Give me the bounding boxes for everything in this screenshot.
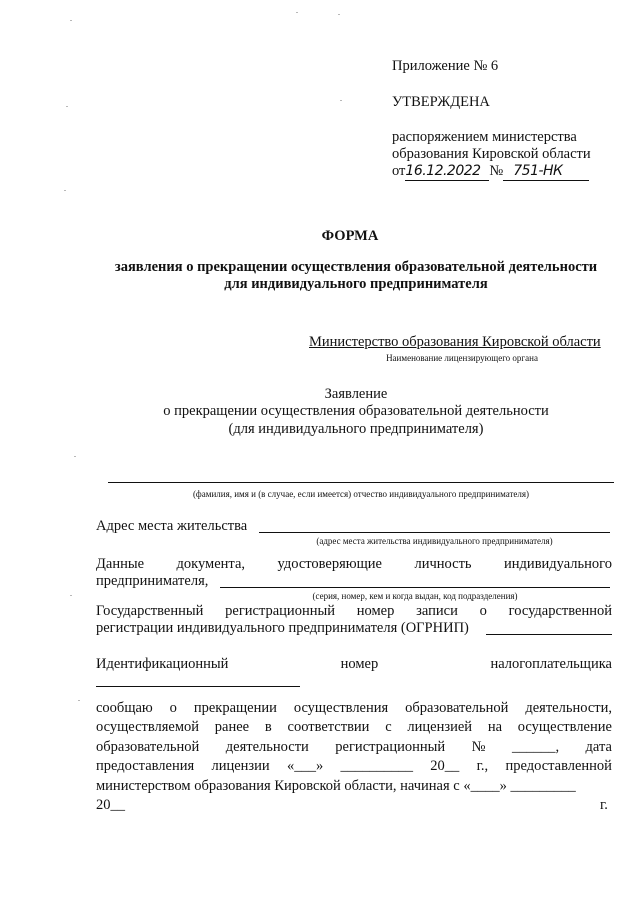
scan-artifact (78, 700, 80, 701)
word: на (487, 719, 503, 735)
word: образовательной (405, 700, 509, 716)
word: Данные (96, 556, 145, 572)
authority-caption: Наименование лицензирующего органа (386, 353, 538, 363)
order-date-handwritten: 16.12.2022 (405, 163, 489, 181)
word: записи (416, 603, 458, 619)
word: регистрационный (225, 603, 335, 619)
word: деятельности (225, 739, 309, 755)
application-subtitle-2: (для индивидуального предпринимателя) (228, 421, 484, 437)
scan-artifact (74, 456, 76, 457)
license-month-blank[interactable]: __________ (340, 758, 413, 774)
inn-input-line[interactable] (96, 686, 300, 687)
approved-label: УТВЕРЖДЕНА (392, 94, 490, 110)
form-subtitle-line-1: заявления о прекращении осуществления образовательной деятельности (114, 259, 598, 275)
word: государственной (508, 603, 612, 619)
body-line-1 (96, 700, 612, 717)
address-input-line[interactable] (259, 532, 610, 533)
word: номер (356, 603, 395, 619)
license-year-blank[interactable]: 20__ (430, 758, 460, 774)
address-caption: (адрес места жительства индивидуального предпринимателя) (316, 536, 553, 546)
start-year-blank[interactable]: 20__ (96, 797, 125, 813)
fio-caption: (фамилия, имя и (в случае, если имеется) отчество индивидуального предпринимателя) (192, 489, 530, 499)
word: дата (585, 739, 612, 755)
scan-artifact (70, 20, 72, 21)
word: осуществление (517, 719, 612, 735)
order-line-1: распоряжением министерства (392, 129, 577, 145)
word: осуществляемой (96, 719, 200, 735)
word: в (264, 719, 272, 735)
scan-artifact (70, 595, 72, 596)
inn-label (96, 656, 612, 673)
word: сообщаю (96, 700, 153, 716)
scan-artifact (340, 100, 342, 101)
word: о (479, 603, 487, 619)
address-label: Адрес места жительства (96, 518, 248, 534)
word: удостоверяющие (277, 556, 382, 572)
word: образовательной (96, 739, 200, 755)
order-number-prefix: № (489, 163, 504, 179)
word: Идентификационный (96, 656, 229, 672)
word: регистрационный (335, 739, 446, 755)
license-day-blank[interactable]: «___» (286, 758, 324, 774)
ogrnip-label-line-2: регистрации индивидуального предпринимателя (ОГРНИП) (96, 620, 469, 636)
word: ранее (214, 719, 250, 735)
order-line-2: образования Кировской области (392, 146, 591, 162)
order-date-prefix: от (392, 163, 406, 179)
body-line-5: министерством образования Кировской области, начиная с «____» _________ (96, 778, 576, 794)
scan-artifact (296, 12, 298, 13)
body-line-3 (96, 739, 612, 756)
word: предоставленной (505, 758, 612, 774)
document-label-line-1 (96, 556, 612, 573)
document-caption: (серия, номер, кем и когда выдан, код подразделения) (312, 591, 518, 601)
word: предоставления (96, 758, 195, 774)
word: документа, (176, 556, 246, 572)
form-subtitle-line-2: для индивидуального предпринимателя (224, 276, 488, 292)
form-title: ФОРМА (321, 228, 379, 244)
word: № (471, 739, 486, 755)
document-input-line[interactable] (220, 587, 610, 588)
word: г., (476, 758, 489, 774)
order-number-handwritten: 751-НК (503, 163, 589, 181)
word: лицензией (407, 719, 473, 735)
document-label-line-2: предпринимателя, (96, 573, 209, 589)
word: индивидуального (504, 556, 612, 572)
word: прекращении (193, 700, 277, 716)
word: с (385, 719, 392, 735)
ogrnip-label-line-1 (96, 603, 612, 620)
scan-artifact (338, 14, 340, 15)
application-subtitle-1: о прекращении осуществления образовательной деятельности (163, 403, 549, 419)
fio-input-line[interactable] (108, 482, 614, 483)
application-title: Заявление (324, 386, 388, 402)
registration-number-blank[interactable]: ______, (511, 739, 560, 755)
year-suffix: г. (600, 797, 608, 813)
word: номер (340, 656, 379, 672)
word: соответствии (287, 719, 370, 735)
body-line-4 (96, 758, 612, 775)
appendix-label: Приложение № 6 (392, 58, 499, 74)
word: осуществления (293, 700, 389, 716)
word: деятельности, (525, 700, 612, 716)
authority-name: Министерство образования Кировской области (309, 334, 601, 350)
body-line-2 (96, 719, 612, 736)
word: Государственный (96, 603, 204, 619)
order-date-line (392, 163, 589, 181)
word: налогоплательщика (490, 656, 612, 672)
scan-artifact (66, 106, 68, 107)
ogrnip-input-line[interactable] (486, 634, 612, 635)
scan-artifact (64, 190, 66, 191)
word: личность (414, 556, 472, 572)
word: о (169, 700, 177, 716)
word: лицензии (211, 758, 270, 774)
